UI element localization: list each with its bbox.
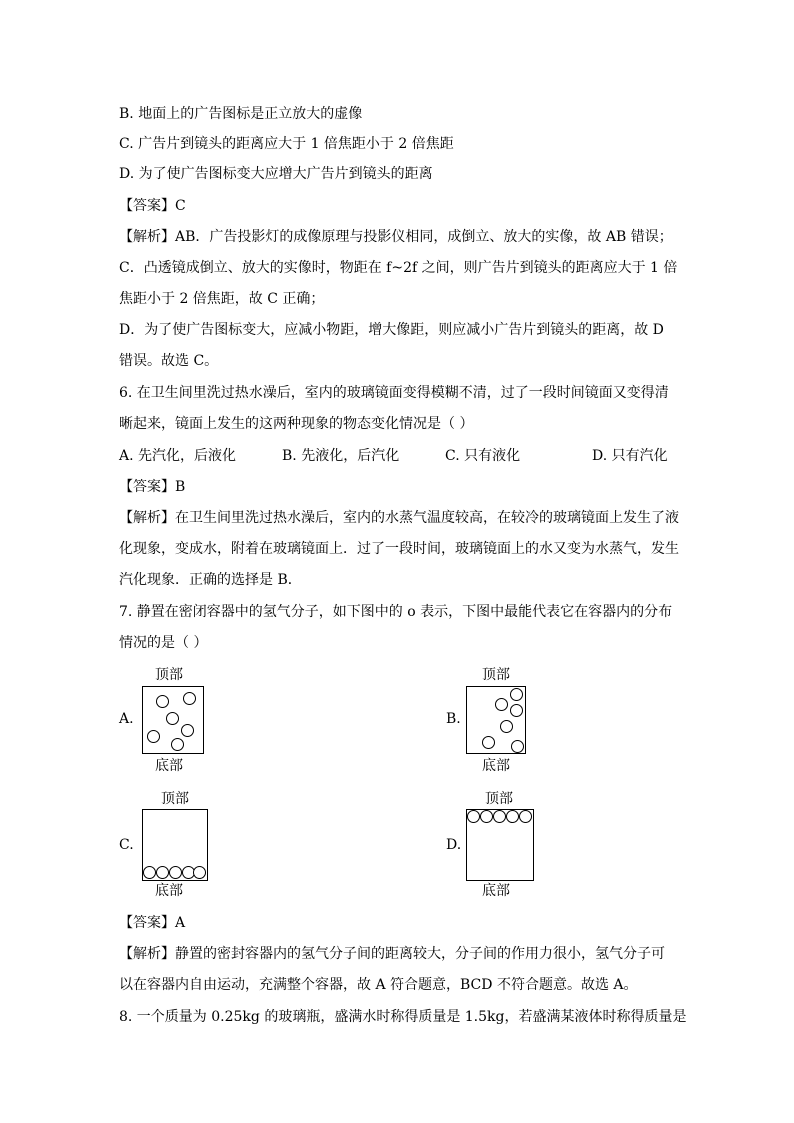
molecule — [511, 740, 524, 753]
q7-analysis-line: 【解析】静置的密封容器内的氢气分子间的距离较大，分子间的作用力很小，氢气分子可 — [119, 946, 665, 962]
q8-stem: 8. 一个质量为 0.25kg 的玻璃瓶，盛满水时称得质量是 1.5kg，若盛满某液体时称得质量是 — [119, 1009, 687, 1025]
figure-a-letter: A. — [119, 711, 134, 727]
container-box — [142, 686, 204, 754]
q5-answer: 【答案】C — [119, 198, 186, 214]
molecule — [493, 810, 506, 823]
q5-option-d: D. 为了使广告图标变大应增大广告片到镜头的距离 — [119, 166, 433, 182]
molecule — [510, 688, 523, 701]
figure-d-bottom-label: 底部 — [482, 883, 510, 899]
q6-option-b: B. 先液化，后汽化 — [282, 448, 400, 464]
q6-analysis-line: 汽化现象．正确的选择是 B． — [119, 572, 302, 588]
molecule — [495, 698, 508, 711]
molecule — [166, 712, 179, 725]
container-box — [466, 686, 526, 754]
figure-c-bottom-label: 底部 — [155, 883, 183, 899]
molecule — [467, 810, 480, 823]
figure-a-top-label: 顶部 — [155, 667, 183, 683]
molecule — [156, 866, 169, 879]
figure-d-letter: D. — [446, 837, 462, 853]
container-box — [142, 809, 208, 881]
q6-option-c: C. 只有液化 — [445, 448, 521, 464]
figure-c-top-label: 顶部 — [161, 791, 189, 807]
molecule — [181, 724, 194, 737]
molecule — [169, 866, 182, 879]
molecule — [183, 692, 196, 705]
molecule — [193, 866, 206, 879]
molecule — [143, 866, 156, 879]
molecule — [480, 810, 493, 823]
molecule — [482, 736, 495, 749]
container-box — [466, 809, 534, 881]
figure-b-bottom-label: 底部 — [482, 758, 510, 774]
figure-d-top-label: 顶部 — [485, 791, 513, 807]
q6-analysis-line: 化现象，变成水，附着在玻璃镜面上．过了一段时间，玻璃镜面上的水又变为水蒸气，发生 — [119, 541, 679, 557]
q6-stem: 晰起来，镜面上发生的这两种现象的物态变化情况是（ ） — [119, 416, 474, 432]
figure-c-letter: C. — [119, 837, 134, 853]
q6-option-a: A. 先汽化，后液化 — [119, 448, 237, 464]
q6-answer: 【答案】B — [119, 479, 186, 495]
molecule — [147, 730, 160, 743]
figure-a-bottom-label: 底部 — [155, 758, 183, 774]
q6-stem: 6. 在卫生间里洗过热水澡后，室内的玻璃镜面变得模糊不清，过了一段时间镜面又变得清 — [119, 385, 669, 401]
figure-b-top-label: 顶部 — [482, 667, 510, 683]
q5-option-b: B. 地面上的广告图标是正立放大的虚像 — [119, 106, 363, 122]
q6-analysis-line: 【解析】在卫生间里洗过热水澡后，室内的水蒸气温度较高，在较冷的玻璃镜面上发生了液 — [119, 510, 679, 526]
molecule — [156, 695, 169, 708]
q7-analysis-line: 以在容器内自由运动，充满整个容器，故 A 符合题意，BCD 不符合题意。故选 A。 — [119, 977, 638, 993]
q5-analysis-line: 错误。故选 C。 — [119, 353, 219, 369]
q7-stem: 7. 静置在密闭容器中的氢气分子，如下图中的 o 表示，下图中最能代表它在容器内的分布 — [119, 604, 673, 620]
figure-b-letter: B. — [446, 711, 461, 727]
q5-analysis-line: C．凸透镜成倒立、放大的实像时，物距在 f~2f 之间，则广告片到镜头的距离应大于 1 倍 — [119, 260, 678, 276]
q6-option-d: D. 只有汽化 — [592, 448, 668, 464]
q7-answer: 【答案】A — [119, 915, 186, 931]
q5-analysis-line: 焦距小于 2 倍焦距，故 C 正确； — [119, 291, 325, 307]
molecule — [510, 704, 523, 717]
molecule — [500, 720, 513, 733]
q5-analysis-line: 【解析】AB．广告投影灯的成像原理与投影仪相同，成倒立、放大的实像，故 AB 错误； — [119, 229, 673, 245]
molecule — [519, 810, 532, 823]
q7-stem: 情况的是（ ） — [119, 635, 208, 651]
molecule — [506, 810, 519, 823]
q5-option-c: C. 广告片到镜头的距离应大于 1 倍焦距小于 2 倍焦距 — [119, 136, 454, 152]
q5-analysis-line: D．为了使广告图标变大，应减小物距，增大像距，则应减小广告片到镜头的距离，故 D — [119, 322, 664, 338]
molecule — [171, 738, 184, 751]
